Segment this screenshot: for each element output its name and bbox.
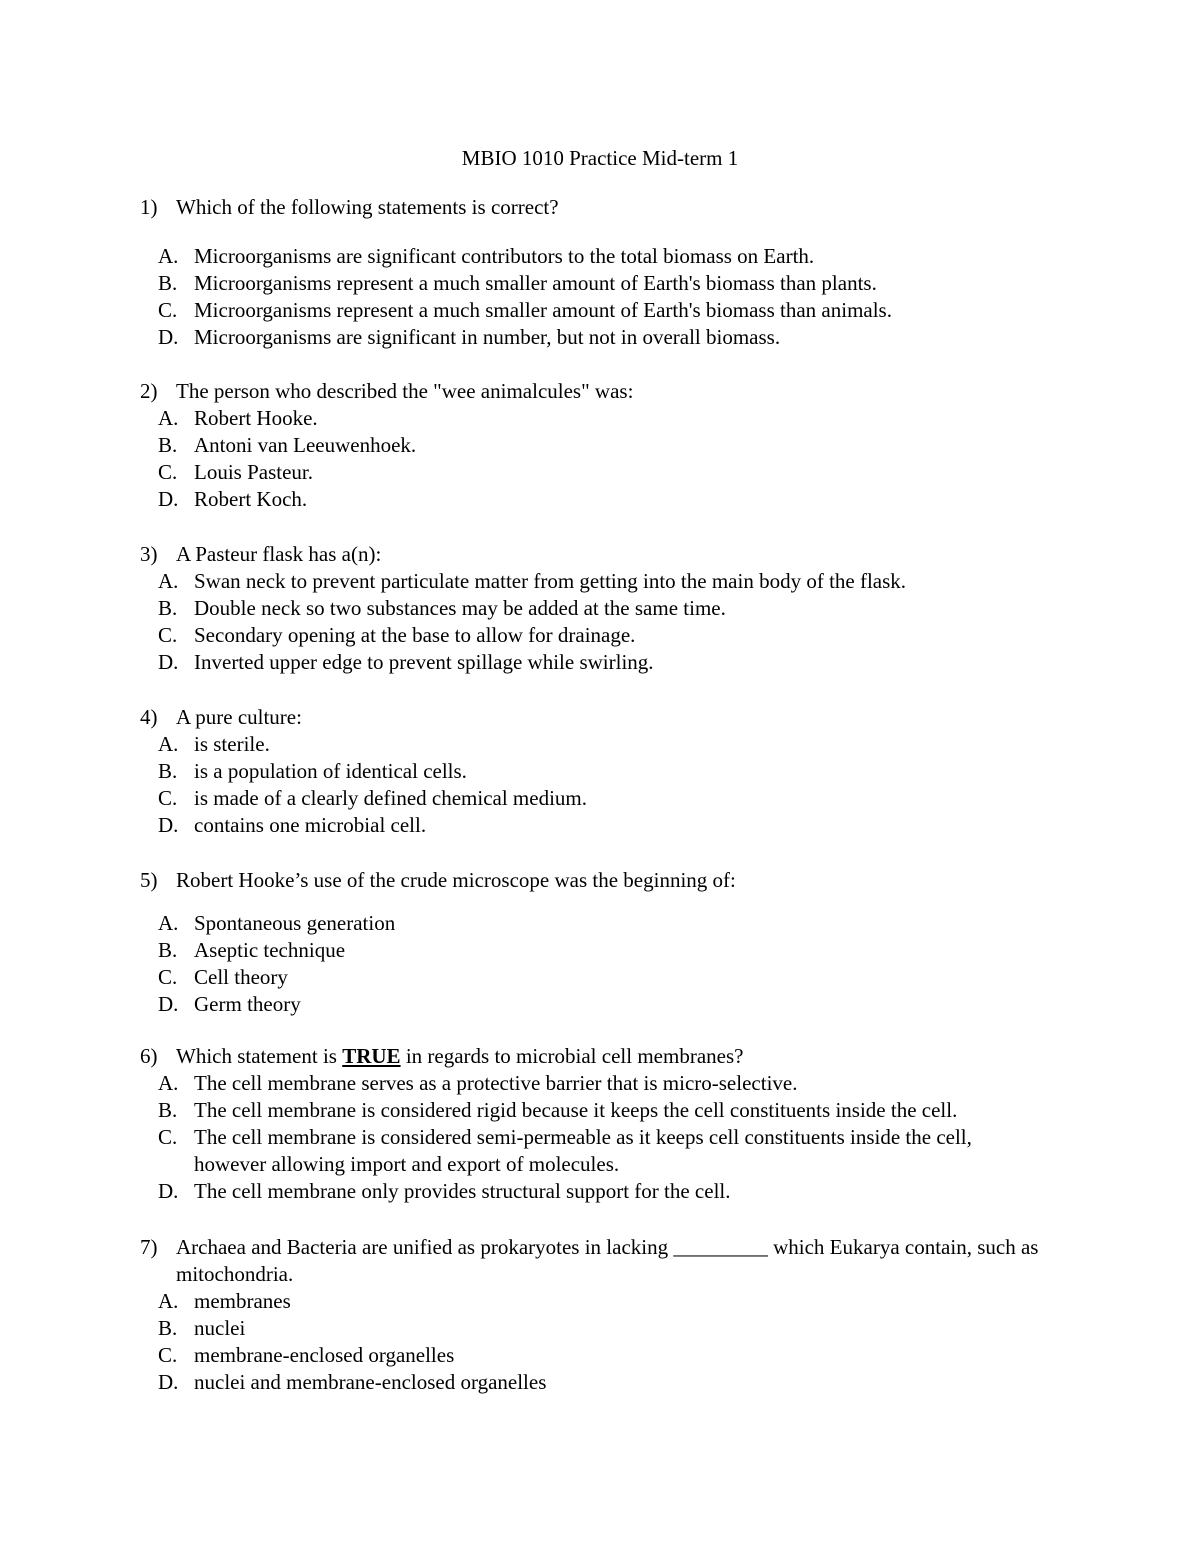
question-number: 6) [140, 1044, 158, 1068]
option-letter: B. [158, 271, 178, 295]
option-letter: C. [158, 786, 178, 810]
option-text: Secondary opening at the base to allow for drainage. [194, 623, 636, 647]
option-letter: B. [158, 433, 178, 457]
answer-option [158, 1178, 1080, 1205]
option-text: Double neck so two substances may be added at the same time. [194, 596, 726, 620]
answer-option [158, 459, 1080, 486]
answer-option [158, 731, 1080, 758]
answer-option [158, 595, 1080, 622]
option-letter: A. [158, 244, 179, 268]
option-text: nuclei [194, 1316, 246, 1340]
option-letter: D. [158, 1179, 179, 1203]
answer-option [158, 270, 1080, 297]
option-text: contains one microbial cell. [194, 813, 427, 837]
question-text: A Pasteur flask has a(n): [176, 542, 382, 566]
answer-options [158, 243, 1080, 351]
question-stem [140, 194, 1080, 221]
option-text: is a population of identical cells. [194, 759, 467, 783]
question-number: 7) [140, 1235, 158, 1259]
option-text: is sterile. [194, 732, 270, 756]
option-text: The cell membrane is considered semi-permeable as it keeps cell constituents inside the cell, however allowing import and export of molecules. [194, 1125, 972, 1176]
option-text: Aseptic technique [194, 938, 346, 962]
answer-option [158, 324, 1080, 351]
option-letter: C. [158, 460, 178, 484]
answer-option [158, 812, 1080, 839]
option-text: membrane-enclosed organelles [194, 1343, 455, 1367]
answer-options [158, 1288, 1080, 1396]
option-letter: B. [158, 596, 178, 620]
question-stem [140, 378, 1080, 405]
option-text: Antoni van Leeuwenhoek. [194, 433, 417, 457]
answer-option [158, 785, 1080, 812]
answer-option [158, 910, 1080, 937]
option-text: Microorganisms are significant contributors to the total biomass on Earth. [194, 244, 815, 268]
question-stem [140, 867, 1080, 894]
question-6 [140, 1043, 1080, 1205]
answer-option [158, 486, 1080, 513]
answer-option [158, 1342, 1080, 1369]
option-text: Germ theory [194, 992, 301, 1016]
question-text: Which of the following statements is correct? [176, 195, 559, 219]
option-letter: C. [158, 298, 178, 322]
option-text: membranes [194, 1289, 291, 1313]
answer-options [158, 568, 1080, 676]
answer-option [158, 964, 1080, 991]
option-letter: D. [158, 487, 179, 511]
option-letter: A. [158, 406, 179, 430]
option-letter: B. [158, 759, 178, 783]
question-7 [140, 1234, 1080, 1396]
question-text: The person who described the "wee animalcules" was: [176, 379, 634, 403]
question-stem [140, 1043, 1080, 1070]
question-number: 5) [140, 868, 158, 892]
option-letter: C. [158, 965, 178, 989]
question-stem [140, 541, 1080, 568]
question-1 [140, 194, 1080, 351]
answer-option [158, 568, 1080, 595]
question-text: Archaea and Bacteria are unified as prokaryotes in lacking _________ which Eukarya contain, such as mitochondria. [176, 1235, 1039, 1286]
answer-option [158, 1288, 1080, 1315]
question-text-after: in regards to microbial cell membranes? [400, 1044, 744, 1068]
question-stem [140, 1234, 1080, 1288]
answer-option [158, 758, 1080, 785]
question-number: 4) [140, 705, 158, 729]
option-text: Microorganisms represent a much smaller amount of Earth's biomass than animals. [194, 298, 892, 322]
question-text [176, 1043, 1080, 1070]
option-letter: D. [158, 813, 179, 837]
option-text: The cell membrane serves as a protective barrier that is micro-selective. [194, 1071, 798, 1095]
question-stem [140, 704, 1080, 731]
question-text: Robert Hooke’s use of the crude microscope was the beginning of: [176, 868, 736, 892]
option-letter: C. [158, 1343, 178, 1367]
answer-option [158, 1369, 1080, 1396]
option-text: nuclei and membrane-enclosed organelles [194, 1370, 547, 1394]
answer-option [158, 622, 1080, 649]
document-title: MBIO 1010 Practice Mid-term 1 [461, 146, 739, 170]
answer-options [158, 405, 1080, 513]
option-text: Robert Hooke. [194, 406, 318, 430]
question-number: 1) [140, 195, 158, 219]
option-letter: D. [158, 325, 179, 349]
question-text-before: Which statement is [176, 1044, 343, 1068]
answer-option [158, 432, 1080, 459]
option-letter: D. [158, 1370, 179, 1394]
option-letter: D. [158, 650, 179, 674]
option-letter: C. [158, 623, 178, 647]
question-5 [140, 867, 1080, 1018]
option-letter: B. [158, 1098, 178, 1122]
option-text: Inverted upper edge to prevent spillage while swirling. [194, 650, 654, 674]
answer-option [158, 937, 1080, 964]
answer-option [158, 297, 1080, 324]
option-text: The cell membrane only provides structural support for the cell. [194, 1179, 731, 1203]
option-letter: D. [158, 992, 179, 1016]
option-letter: A. [158, 732, 179, 756]
answer-options [158, 910, 1080, 1018]
question-text: A pure culture: [176, 705, 302, 729]
option-letter: A. [158, 569, 179, 593]
option-text: Microorganisms represent a much smaller amount of Earth's biomass than plants. [194, 271, 877, 295]
question-3 [140, 541, 1080, 676]
answer-options [158, 731, 1080, 839]
question-number: 3) [140, 542, 158, 566]
question-4 [140, 704, 1080, 839]
option-letter: A. [158, 1071, 179, 1095]
option-text: Louis Pasteur. [194, 460, 313, 484]
option-letter: A. [158, 1289, 179, 1313]
answer-option [158, 1070, 1080, 1097]
answer-options [158, 1070, 1080, 1205]
answer-option [158, 1315, 1080, 1342]
option-text: is made of a clearly defined chemical medium. [194, 786, 588, 810]
answer-option [158, 243, 1080, 270]
answer-option [158, 649, 1080, 676]
option-letter: C. [158, 1125, 178, 1149]
answer-option [158, 1097, 1080, 1124]
option-text: Robert Koch. [194, 487, 308, 511]
option-text: Swan neck to prevent particulate matter from getting into the main body of the flask. [194, 569, 907, 593]
answer-option [158, 991, 1080, 1018]
option-letter: B. [158, 938, 178, 962]
option-text: Cell theory [194, 965, 288, 989]
question-2 [140, 378, 1080, 513]
option-letter: A. [158, 911, 179, 935]
answer-option [158, 405, 1080, 432]
option-letter: B. [158, 1316, 178, 1340]
option-text: Spontaneous generation [194, 911, 396, 935]
option-text: Microorganisms are significant in number, but not in overall biomass. [194, 325, 781, 349]
answer-option [158, 1124, 1080, 1178]
question-text-emphasis: TRUE [342, 1044, 401, 1068]
option-text: The cell membrane is considered rigid because it keeps the cell constituents inside the cell. [194, 1098, 958, 1122]
question-number: 2) [140, 379, 158, 403]
